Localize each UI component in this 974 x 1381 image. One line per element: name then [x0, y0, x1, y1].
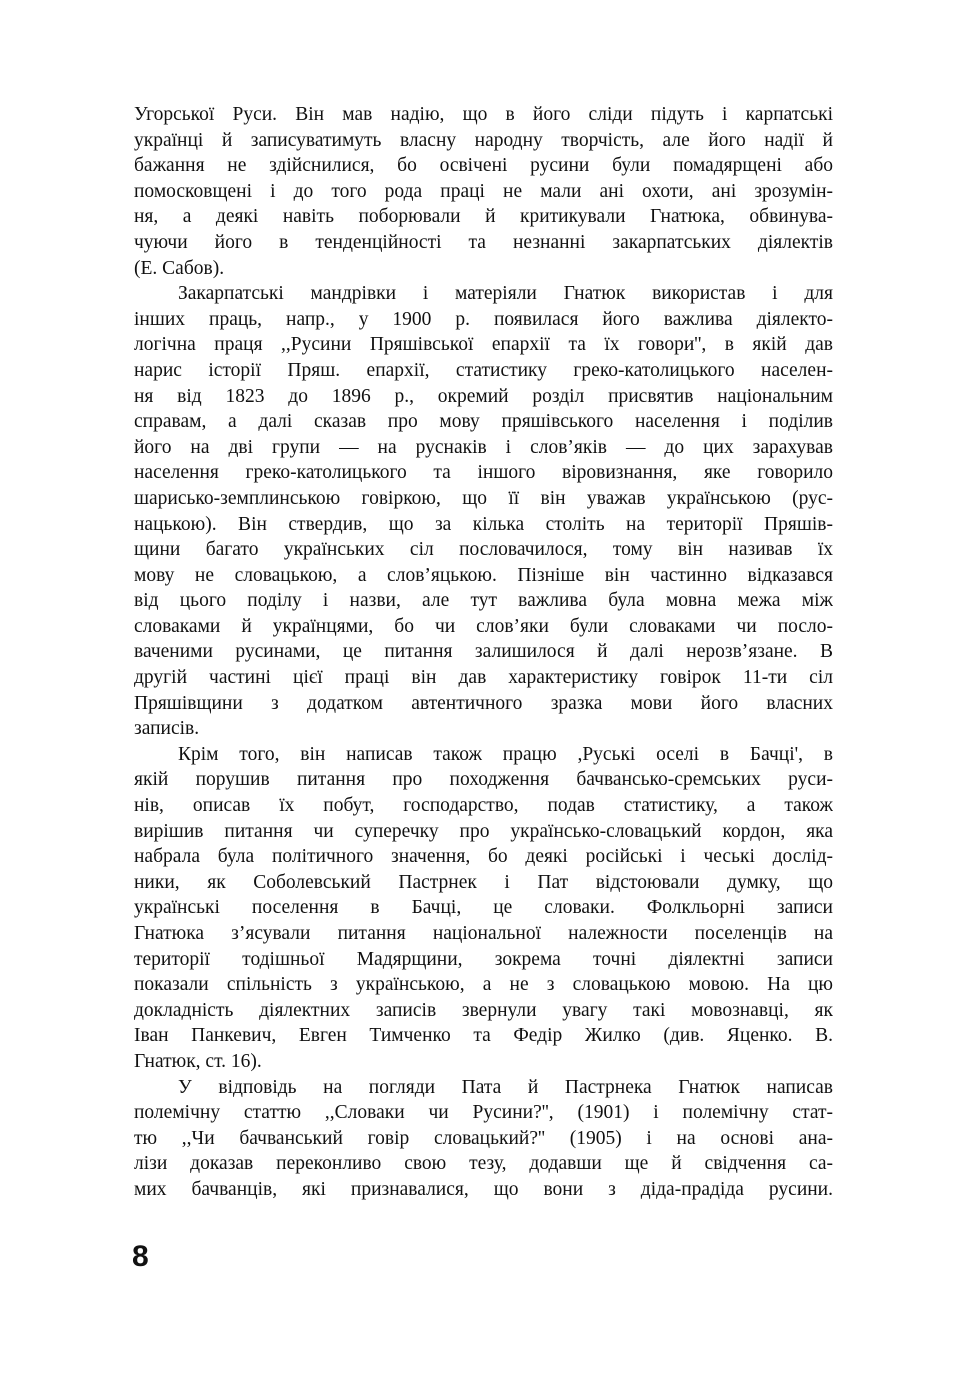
- paragraph-4: [134, 1075, 833, 1203]
- text-line: нів, описав їх побут, господарство, подав статистику, а також: [134, 795, 833, 817]
- text-line: вирішив питання чи суперечку про українсько-словацький кордон, яка: [134, 820, 833, 842]
- text-line: докладність діялектних записів звернули увагу такі мовознавці, як: [134, 999, 833, 1021]
- text-line: чуючи його в тенденційності та незнанні закарпатських діялектів: [134, 231, 833, 253]
- text-line: його на дві групи — на руснаків і слов’яків — до цих зарахував: [134, 436, 833, 458]
- text-line: території тодішньої Мадярщини, зокрема точні діялектні записи: [134, 948, 833, 970]
- text-line: українці й записуватимуть власну народну творчість, але його надії й: [134, 129, 833, 151]
- text-line: набрала була політичного значення, бо деякі російські і чеські дослід-: [134, 846, 833, 868]
- text-line: щини багато українських сіл пословачилося, тому він називав їх: [134, 539, 833, 561]
- paragraph-2: [134, 281, 833, 742]
- text-line: словаками й українцями, бо чи слов’яки були словаками чи посло-: [134, 615, 833, 637]
- text-line: Закарпатські мандрівки і матеріяли Гнатюк використав і для: [178, 283, 833, 305]
- text-line: ники, як Соболевський Пастрнек і Пат відстоювали думку, що: [134, 871, 833, 893]
- text-line: записів.: [134, 718, 200, 740]
- text-line: інших праць, напр., у 1900 р. появилася його важлива діялекто-: [134, 308, 833, 330]
- text-line: Крім того, він написав також працю ,Руські оселі в Бачці', в: [178, 743, 833, 765]
- paragraph-3: [134, 742, 833, 1075]
- text-line: мову не словацькою, а слов’яцькою. Пізніше він частинно відказався: [134, 564, 833, 586]
- text-line: мих бачванців, які признавалися, що вони з діда-прадіда русини.: [134, 1178, 833, 1200]
- text-line: бажання не здійснилися, бо освічені русини були помадярщені або: [134, 155, 833, 177]
- text-line: помосковщені і до того рода праці не мали ані охоти, ані зрозумін-: [134, 180, 833, 202]
- text-line: населення греко-католицького та іншого віровизнання, яке говорило: [134, 462, 833, 484]
- text-line: Іван Панкевич, Евген Тимченко та Федір Жилко (див. Яценко. В.: [134, 1025, 833, 1047]
- text-line: Гнатюк, ст. 16).: [134, 1050, 262, 1072]
- text-line: Пряшівщини з додатком автентичного зразка мови його власних: [134, 692, 833, 714]
- text-line: українські поселення в Бачці, це словаки. Фолкльорні записи: [134, 897, 833, 919]
- text-line: логічна праця ,,Русини Пряшівської епархії та їх говори'', в якій дав: [134, 334, 833, 356]
- text-line: Угорської Руси. Він мав надію, що в його сліди підуть і карпатські: [134, 104, 833, 125]
- page-number: 8: [132, 1240, 149, 1273]
- text-line: ня, а деякі навіть поборювали й критикували Гнатюка, обвинува-: [134, 206, 833, 228]
- text-line: від цього поділу і назви, але тут важлива була мовна межа між: [134, 590, 833, 612]
- text-line: тю ,,Чи бачванський говір словацький?'' (1905) і на основі ана-: [134, 1127, 833, 1149]
- text-line: ваченими русинами, це питання залишилося й далі нерозв’язане. В: [134, 641, 833, 663]
- text-line: справам, а далі сказав про мову пряшівського населення і поділив: [134, 411, 833, 433]
- paragraph-1: [134, 102, 833, 281]
- body-text: [134, 102, 833, 1203]
- text-line: Гнатюка з’ясували питання національної належности поселенців на: [134, 923, 833, 944]
- text-line: У відповідь на погляди Пата й Пастрнека Гнатюк написав: [178, 1076, 833, 1098]
- text-line: ня від 1823 до 1896 р., окремий розділ присвятив національним: [134, 385, 833, 407]
- text-line: нацькою). Він ствердив, що за кілька століть на території Пряшів-: [134, 513, 833, 535]
- text-line: шарисько-земплинською говіркою, що її він уважав українською (рус-: [134, 487, 833, 509]
- text-line: полемічну статтю ,,Словаки чи Русини?'', (1901) і полемічну стат-: [134, 1102, 833, 1124]
- text-line: лізи доказав переконливо свою тезу, додавши ще й свідчення са-: [134, 1153, 833, 1175]
- text-line: другій частині цієї праці він дав характеристику говірок 11-ти сіл: [134, 667, 833, 689]
- text-line: (Е. Сабов).: [134, 257, 225, 279]
- text-line: нарис історії Пряш. епархії, статистику греко-католицького населен-: [134, 359, 833, 381]
- text-line: показали спільність з українською, а не з словацькою мовою. На цю: [134, 974, 833, 996]
- text-line: якій порушив питання про походження бачвансько-сремських руси-: [134, 769, 833, 791]
